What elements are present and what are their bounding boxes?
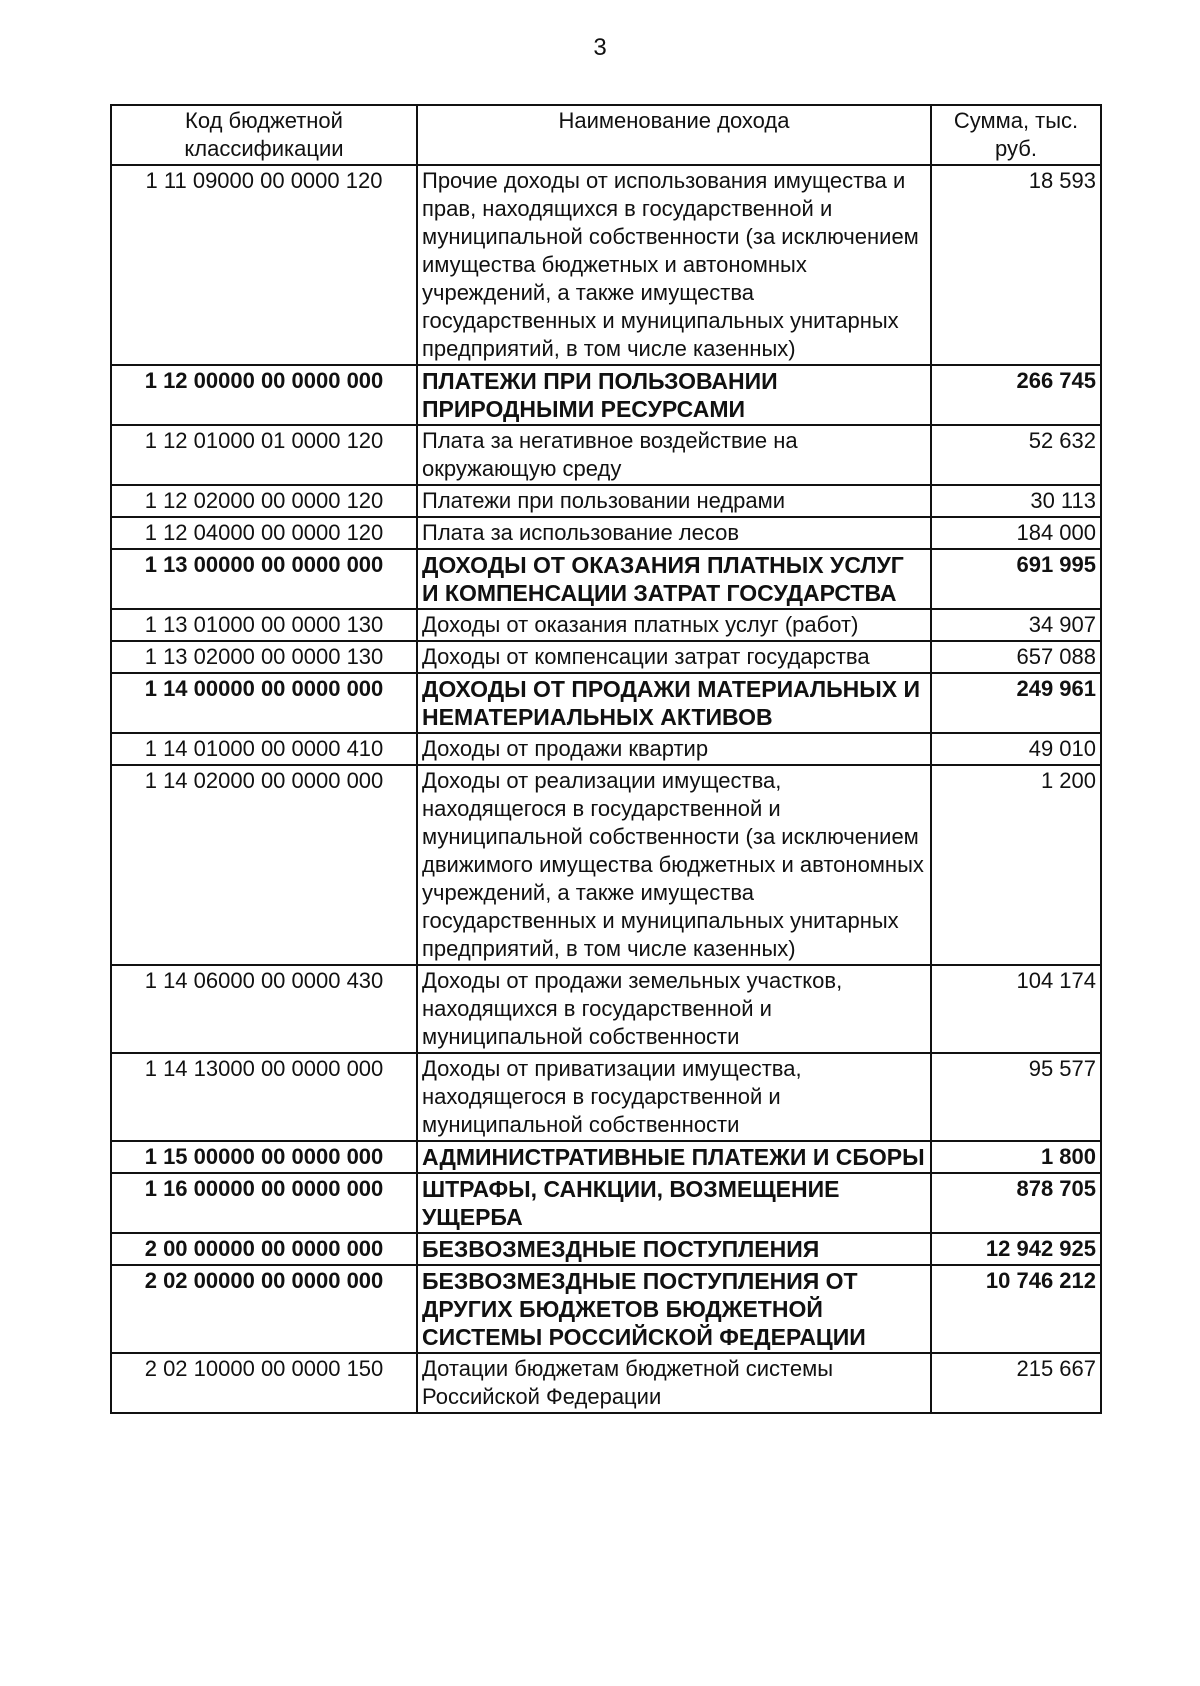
row-code: 1 14 02000 00 0000 000 [111,765,417,965]
row-sum: 878 705 [931,1173,1101,1233]
row-sum: 1 200 [931,765,1101,965]
table-row [111,425,1101,485]
table-row [111,365,1101,425]
row-name: ПЛАТЕЖИ ПРИ ПОЛЬЗОВАНИИ ПРИРОДНЫМИ РЕСУРСАМИ [417,365,931,425]
row-code: 1 14 13000 00 0000 000 [111,1053,417,1141]
table-row [111,1233,1101,1265]
table-row [111,1353,1101,1413]
row-sum: 12 942 925 [931,1233,1101,1265]
row-name: АДМИНИСТРАТИВНЫЕ ПЛАТЕЖИ И СБОРЫ [417,1141,931,1173]
table-row [111,733,1101,765]
row-code: 1 14 06000 00 0000 430 [111,965,417,1053]
row-sum: 266 745 [931,365,1101,425]
table-row [111,1053,1101,1141]
table-row [111,1173,1101,1233]
row-name: БЕЗВОЗМЕЗДНЫЕ ПОСТУПЛЕНИЯ [417,1233,931,1265]
row-code: 1 15 00000 00 0000 000 [111,1141,417,1173]
row-code: 1 12 00000 00 0000 000 [111,365,417,425]
table-row [111,165,1101,365]
table-row [111,965,1101,1053]
row-name: БЕЗВОЗМЕЗДНЫЕ ПОСТУПЛЕНИЯ ОТ ДРУГИХ БЮДЖЕТОВ БЮДЖЕТНОЙ СИСТЕМЫ РОССИЙСКОЙ ФЕДЕРАЦИИ [417,1265,931,1353]
row-code: 2 02 00000 00 0000 000 [111,1265,417,1353]
row-code: 1 12 04000 00 0000 120 [111,517,417,549]
row-code: 2 02 10000 00 0000 150 [111,1353,417,1413]
row-name: Плата за негативное воздействие на окружающую среду [417,425,931,485]
row-name: Доходы от оказания платных услуг (работ) [417,609,931,641]
table-row [111,641,1101,673]
row-code: 1 12 02000 00 0000 120 [111,485,417,517]
row-name: Доходы от компенсации затрат государства [417,641,931,673]
row-sum: 1 800 [931,1141,1101,1173]
row-sum: 34 907 [931,609,1101,641]
table-body [111,165,1101,1413]
row-code: 1 16 00000 00 0000 000 [111,1173,417,1233]
row-sum: 657 088 [931,641,1101,673]
row-sum: 95 577 [931,1053,1101,1141]
row-name: Дотации бюджетам бюджетной системы Российской Федерации [417,1353,931,1413]
row-code: 1 13 02000 00 0000 130 [111,641,417,673]
table-row [111,673,1101,733]
table-row [111,549,1101,609]
row-name: Плата за использование лесов [417,517,931,549]
row-sum: 52 632 [931,425,1101,485]
row-sum: 249 961 [931,673,1101,733]
row-name: Доходы от приватизации имущества, находящегося в государственной и муниципальной собственности [417,1053,931,1141]
row-sum: 30 113 [931,485,1101,517]
table-header-row [111,105,1101,165]
row-name: Доходы от реализации имущества, находящегося в государственной и муниципальной собственности (за исключением движимого имущества бюджетных и автономных учреждений, а также имущества государственных и муниципальных унитарных предприятий, в том числе казенных) [417,765,931,965]
page-number: 3 [593,34,607,61]
table-row [111,485,1101,517]
row-sum: 10 746 212 [931,1265,1101,1353]
row-sum: 104 174 [931,965,1101,1053]
row-sum: 215 667 [931,1353,1101,1413]
row-sum: 691 995 [931,549,1101,609]
row-code: 1 13 01000 00 0000 130 [111,609,417,641]
header-name: Наименование дохода [417,105,931,165]
table-row [111,765,1101,965]
header-sum: Сумма, тыс. руб. [931,105,1101,165]
row-name: Доходы от продажи земельных участков, находящихся в государственной и муниципальной собственности [417,965,931,1053]
row-sum: 18 593 [931,165,1101,365]
row-name: Прочие доходы от использования имущества и прав, находящихся в государственной и муниципальной собственности (за исключением имущества бюджетных и автономных учреждений, а также имущества государственных и муниципальных унитарных предприятий, в том числе казенных) [417,165,931,365]
row-code: 1 12 01000 01 0000 120 [111,425,417,485]
row-name: ШТРАФЫ, САНКЦИИ, ВОЗМЕЩЕНИЕ УЩЕРБА [417,1173,931,1233]
header-code: Код бюджетной классификации [111,105,417,165]
revenue-table [110,104,1102,1414]
row-name: Платежи при пользовании недрами [417,485,931,517]
row-code: 1 14 01000 00 0000 410 [111,733,417,765]
row-sum: 49 010 [931,733,1101,765]
row-code: 1 13 00000 00 0000 000 [111,549,417,609]
row-code: 1 11 09000 00 0000 120 [111,165,417,365]
table-row [111,1265,1101,1353]
row-name: ДОХОДЫ ОТ ОКАЗАНИЯ ПЛАТНЫХ УСЛУГ И КОМПЕНСАЦИИ ЗАТРАТ ГОСУДАРСТВА [417,549,931,609]
row-name: Доходы от продажи квартир [417,733,931,765]
row-sum: 184 000 [931,517,1101,549]
table-row [111,609,1101,641]
table-row [111,517,1101,549]
row-code: 2 00 00000 00 0000 000 [111,1233,417,1265]
row-name: ДОХОДЫ ОТ ПРОДАЖИ МАТЕРИАЛЬНЫХ И НЕМАТЕРИАЛЬНЫХ АКТИВОВ [417,673,931,733]
row-code: 1 14 00000 00 0000 000 [111,673,417,733]
table-row [111,1141,1101,1173]
